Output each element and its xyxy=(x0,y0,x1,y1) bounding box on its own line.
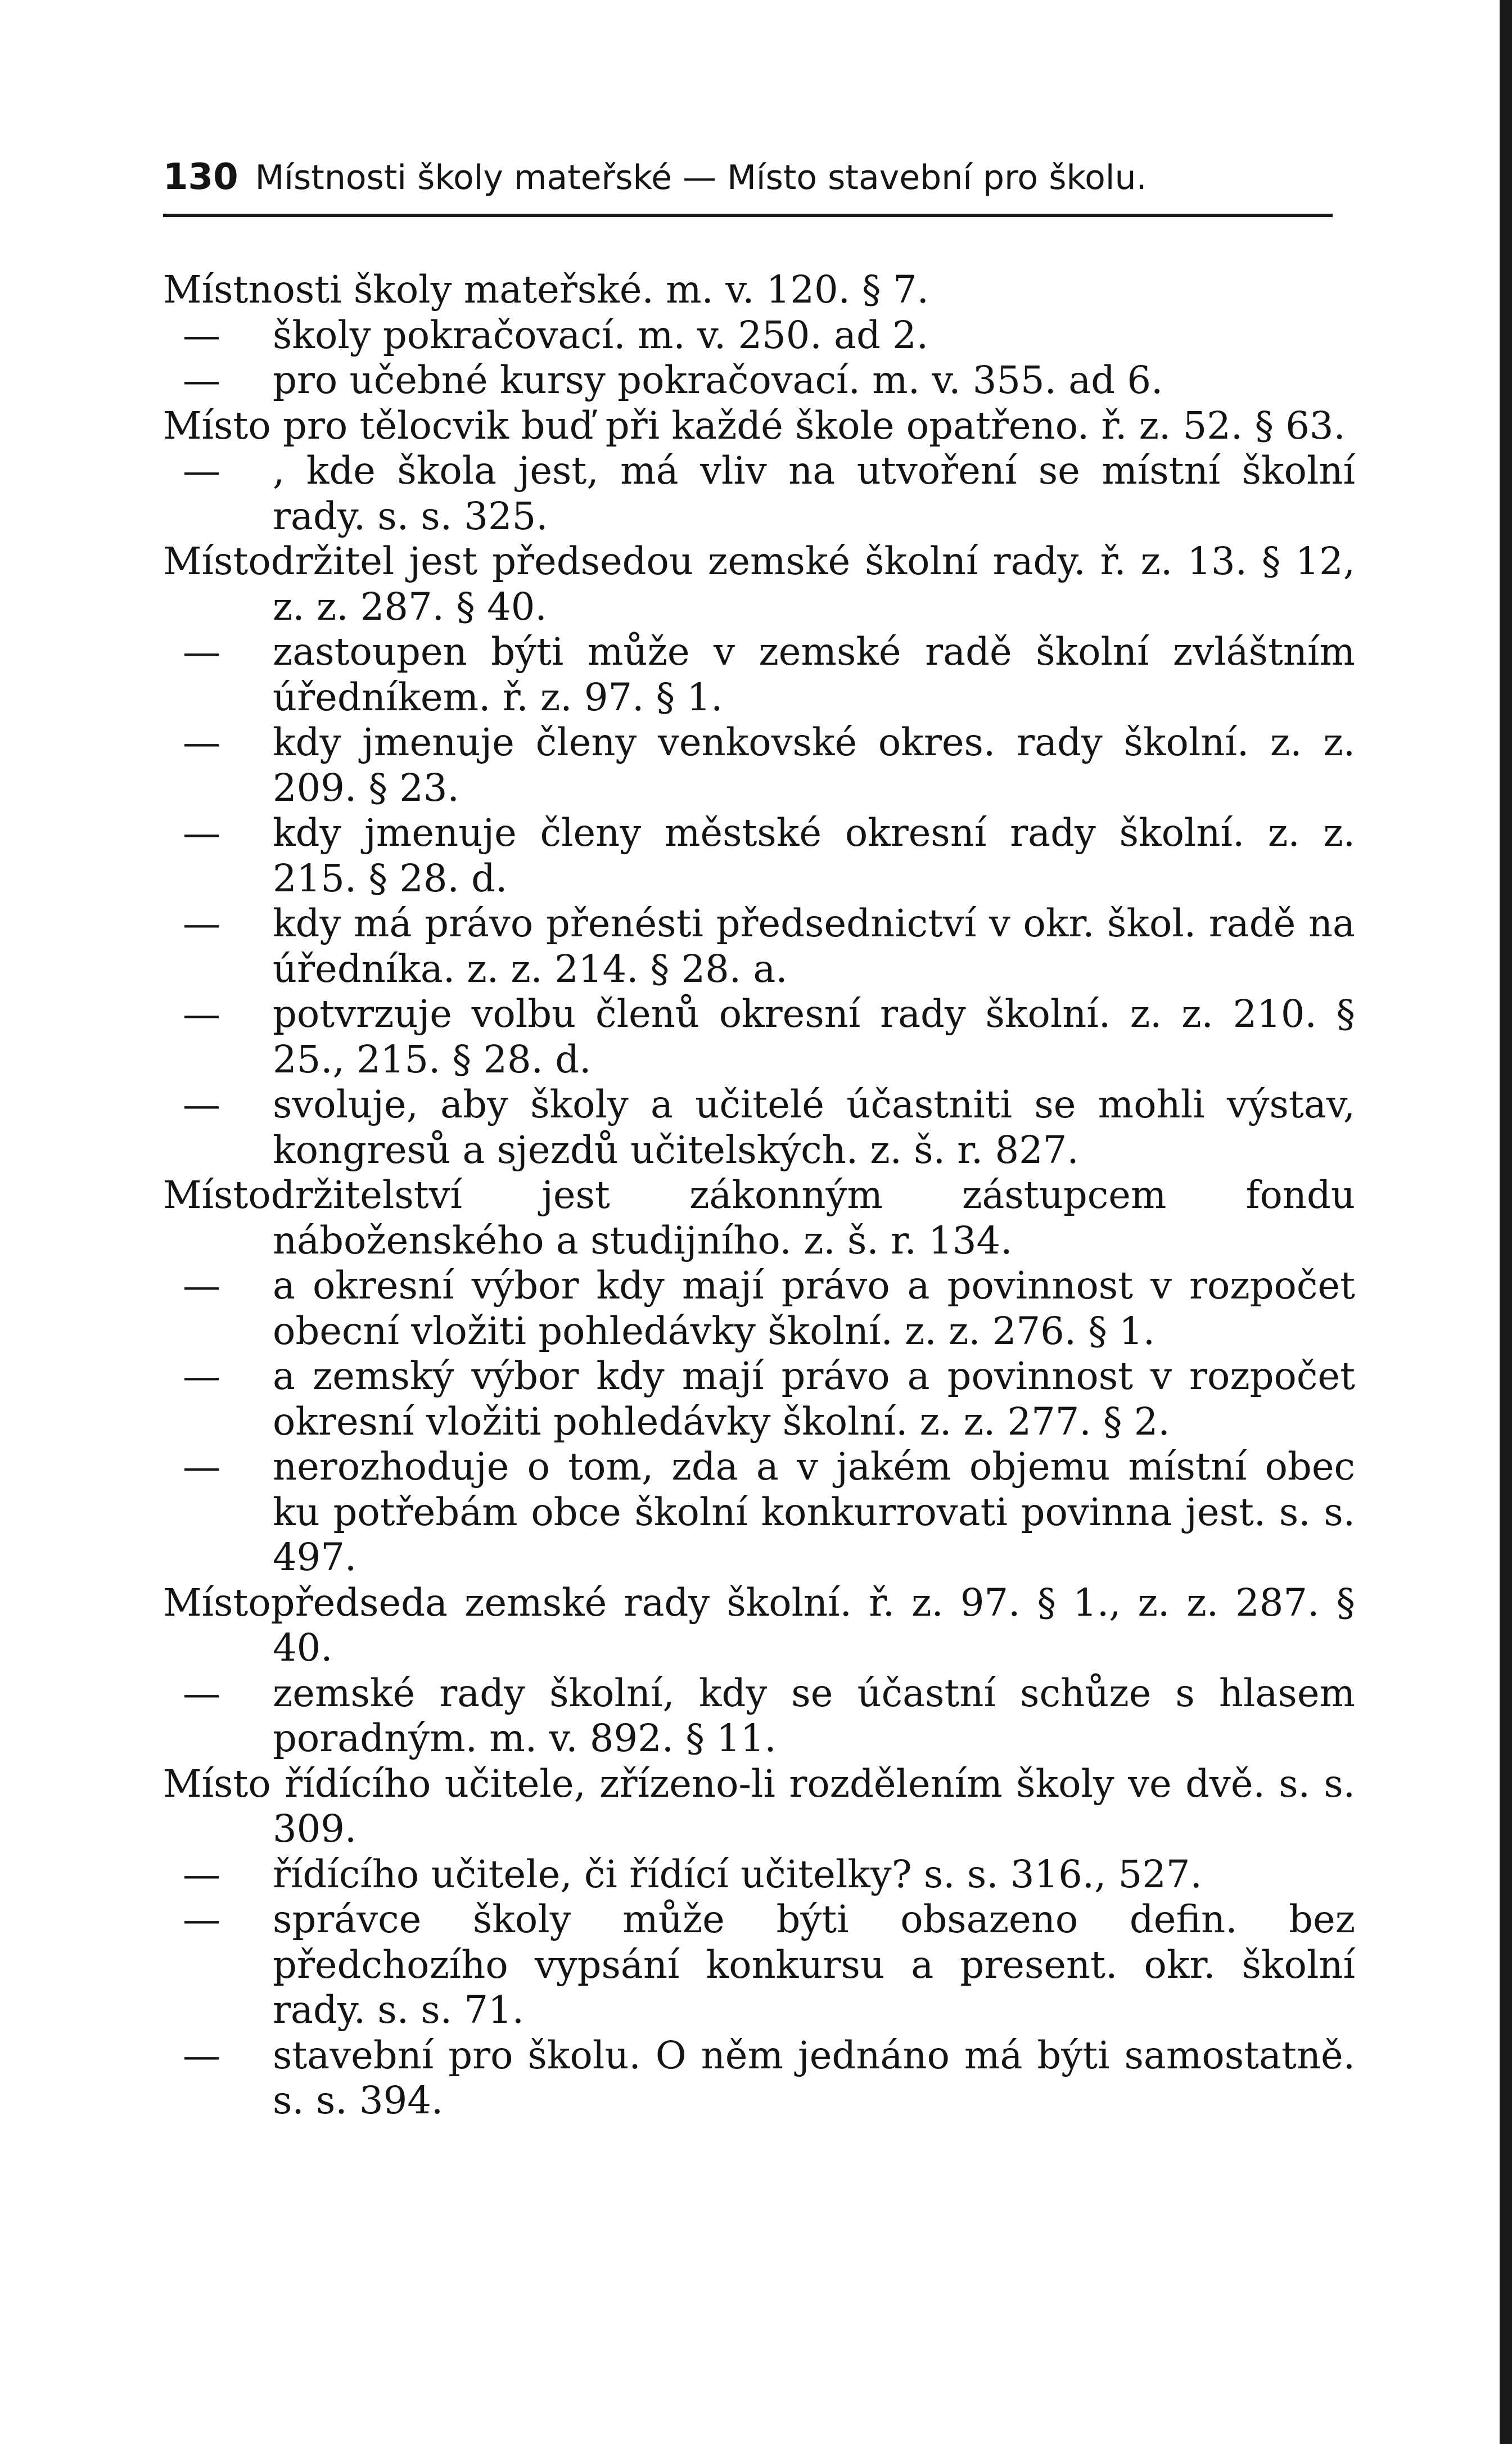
index-subentry xyxy=(163,1852,1355,1897)
index-subentry xyxy=(163,1082,1355,1173)
entry-text: , kde škola jest, má vliv na utvoření se místní školní rady. s. s. 325. xyxy=(273,449,1355,538)
entry-dash: — xyxy=(183,358,220,402)
entry-dash: — xyxy=(183,720,220,764)
entry-dash: — xyxy=(183,1852,220,1896)
index-entry xyxy=(163,1761,1355,1852)
index-subentry xyxy=(163,810,1355,901)
entry-text: Místo pro tělocvik buď při každé škole opatřeno. ř. z. 52. § 63. xyxy=(163,403,1346,448)
entry-text: řídícího učitele, či řídící učitelky? s. s. 316., 527. xyxy=(273,1852,1202,1896)
page-number: 130 xyxy=(163,156,238,198)
entry-dash: — xyxy=(183,1354,220,1398)
entry-text: Místodržitel jest předsedou zemské školní rady. ř. z. 13. § 12, z. z. 287. § 40. xyxy=(163,539,1355,629)
entry-dash: — xyxy=(183,1671,220,1715)
index-entry xyxy=(163,539,1355,629)
running-header xyxy=(163,152,1321,203)
entry-text: správce školy může býti obsazeno defin. bez předchozího vypsání konkursu a present. okr. školní rady. s. s. 71. xyxy=(273,1897,1355,2032)
entry-text: Místnosti školy mateřské. m. v. 120. § 7. xyxy=(163,268,929,312)
entry-text: pro učebné kursy pokračovací. m. v. 355. ad 6. xyxy=(273,358,1163,402)
index-subentry xyxy=(163,720,1355,810)
index-entry xyxy=(163,1173,1355,1263)
entry-text: svoluje, aby školy a učitelé účastniti se mohli výstav, kongresů a sjezdů učitelských. z. š. r. 827. xyxy=(273,1083,1355,1172)
index-subentry xyxy=(163,448,1355,539)
index-subentry xyxy=(163,1444,1355,1580)
entry-text: kdy jmenuje členy venkovské okres. rady školní. z. z. 209. § 23. xyxy=(273,720,1355,810)
index-subentry xyxy=(163,358,1355,403)
entry-text: školy pokračovací. m. v. 250. ad 2. xyxy=(273,313,929,357)
index-subentry xyxy=(163,1897,1355,2033)
running-title: Místnosti školy mateřské — Místo stavební pro školu. xyxy=(255,158,1147,197)
page-edge xyxy=(1500,0,1512,2444)
entry-dash: — xyxy=(183,313,220,357)
entry-dash: — xyxy=(183,630,220,674)
index-subentry xyxy=(163,991,1355,1082)
entry-text: kdy má právo přenésti předsednictví v okr. škol. radě na úředníka. z. z. 214. § 28. a. xyxy=(273,901,1355,991)
entry-text: zastoupen býti může v zemské radě školní zvláštním úředníkem. ř. z. 97. § 1. xyxy=(273,630,1355,719)
index-subentry xyxy=(163,629,1355,720)
entry-text: Místo řídícího učitele, zřízeno-li rozdělením školy ve dvě. s. s. 309. xyxy=(163,1761,1355,1851)
entry-text: a okresní výbor kdy mají právo a povinnost v rozpočet obecní vložiti pohledávky školní. z. z. 276. § 1. xyxy=(273,1264,1355,1353)
entry-dash: — xyxy=(183,449,220,493)
entry-text: Místopředseda zemské rady školní. ř. z. 97. § 1., z. z. 287. § 40. xyxy=(163,1580,1355,1670)
index-subentry xyxy=(163,2033,1355,2123)
entry-text: stavební pro školu. O něm jednáno má býti samostatně. s. s. 394. xyxy=(273,2033,1355,2122)
entry-text: nerozhoduje o tom, zda a v jakém objemu místní obec ku potřebám obce školní konkurrovati povinna jest. s. s. 497. xyxy=(273,1445,1355,1579)
entry-text: potvrzuje volbu členů okresní rady školní. z. z. 210. § 25., 215. § 28. d. xyxy=(273,992,1355,1081)
header-rule xyxy=(163,214,1333,217)
entry-text: a zemský výbor kdy mají právo a povinnost v rozpočet okresní vložiti pohledávky školní. z. z. 277. § 2. xyxy=(273,1354,1355,1444)
entry-dash: — xyxy=(183,901,220,945)
entry-text: kdy jmenuje členy městské okresní rady školní. z. z. 215. § 28. d. xyxy=(273,811,1355,900)
entry-dash: — xyxy=(183,2033,220,2077)
index-subentry xyxy=(163,901,1355,991)
entry-dash: — xyxy=(183,992,220,1036)
index-subentry xyxy=(163,1354,1355,1444)
index-entries xyxy=(163,267,1355,2123)
index-entry xyxy=(163,1580,1355,1671)
entry-text: Místodržitelství jest zákonným zástupcem fondu náboženského a studijního. z. š. r. 134. xyxy=(163,1173,1355,1262)
entry-dash: — xyxy=(183,811,220,855)
entry-dash: — xyxy=(183,1445,220,1489)
index-entry xyxy=(163,267,1355,313)
entry-dash: — xyxy=(183,1264,220,1307)
entry-dash: — xyxy=(183,1083,220,1126)
entry-text: zemské rady školní, kdy se účastní schůze s hlasem poradným. m. v. 892. § 11. xyxy=(273,1671,1355,1760)
index-subentry xyxy=(163,313,1355,358)
index-entry xyxy=(163,403,1355,449)
index-subentry xyxy=(163,1671,1355,1761)
index-subentry xyxy=(163,1263,1355,1354)
entry-dash: — xyxy=(183,1897,220,1941)
